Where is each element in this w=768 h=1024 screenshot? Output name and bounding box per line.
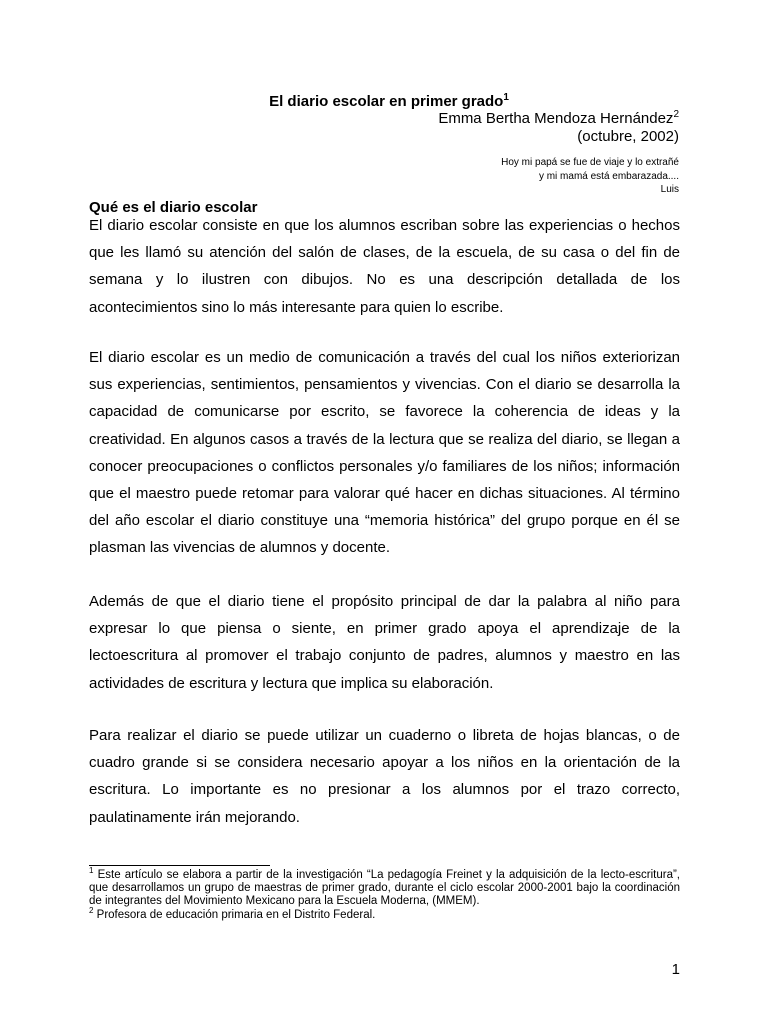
title-footnote-ref: 1	[503, 92, 509, 103]
epigraph-attribution: Luis	[660, 184, 679, 195]
author-name-text: Emma Bertha Mendoza Hernández	[438, 110, 674, 127]
epigraph-line: y mi mamá está embarazada....	[538, 170, 679, 182]
body-paragraph: Además de que el diario tiene el propósito principal de dar la palabra al niño para expresar lo que piensa o siente, en primer grado apoya el aprendizaje de la lectoescritura al promover el trabajo conjunto de padres, alumnos y maestro en las actividades de escritura y lectura que implica su elaboración.	[89, 593, 680, 692]
footnote	[89, 866, 680, 909]
footnote-separator	[89, 865, 270, 866]
footnote-text: Este artículo se elabora a partir de la investigación “La pedagogía Freinet y la adquisición de la lecto-escritura”, que desarrollamos un grupo de maestras de primer grado, durante el ciclo escolar 2000-2001 bajo la coordinación de integrantes del Movimiento Mexicano para la Escuela Moderna, (MMEM).	[89, 869, 680, 908]
publication-date: (octubre, 2002)	[577, 128, 679, 145]
author-name	[438, 109, 679, 129]
body-paragraph: El diario escolar consiste en que los alumnos escriban sobre las experiencias o hechos que les llamó su atención del salón de clases, de la escuela, de su casa o del fin de semana y lo ilustren con dibujos. No es una descripción detallada de los acontecimientos sino lo más interesante para quien lo escribe.	[89, 217, 680, 316]
epigraph-line: Hoy mi papá se fue de viaje y lo extrañé	[501, 157, 679, 168]
document-title-text: El diario escolar en primer grado	[269, 93, 504, 110]
footnote-mark: 2	[89, 905, 94, 915]
footnote-mark: 1	[89, 866, 94, 876]
body-paragraph: El diario escolar es un medio de comunicación a través del cual los niños exteriorizan sus experiencias, sentimientos, pensamientos y vivencias. Con el diario se desarrolla la capacidad de comunicarse por escrito, se favorece la coherencia de ideas y la creatividad. En algunos casos a través de la lectura que se realiza del diario, se llegan a conocer preocupaciones o conflictos personales y/o familiares de los niños; información que el maestro puede retomar para valorar qué hacer en dichas situaciones. Al término del año escolar el diario constituye una “memoria histórica” del grupo porque en él se plasman las vivencias de alumnos y docente.	[89, 349, 680, 557]
footnote-text: Profesora de educación primaria en el Distrito Federal.	[96, 908, 376, 921]
footnote	[89, 905, 680, 922]
body-paragraph: Para realizar el diario se puede utilizar un cuaderno o libreta de hojas blancas, o de cuadro grande si se considera necesario apoyar a los niños en la orientación de la escritura. Lo importante es no presionar a los alumnos por el trazo correcto, paulatinamente irán mejorando.	[89, 727, 680, 826]
footnotes	[89, 866, 680, 922]
section-heading: Qué es el diario escolar	[89, 199, 258, 216]
page-number: 1	[671, 961, 680, 978]
author-footnote-ref: 2	[673, 109, 679, 120]
epigraph	[501, 156, 679, 197]
